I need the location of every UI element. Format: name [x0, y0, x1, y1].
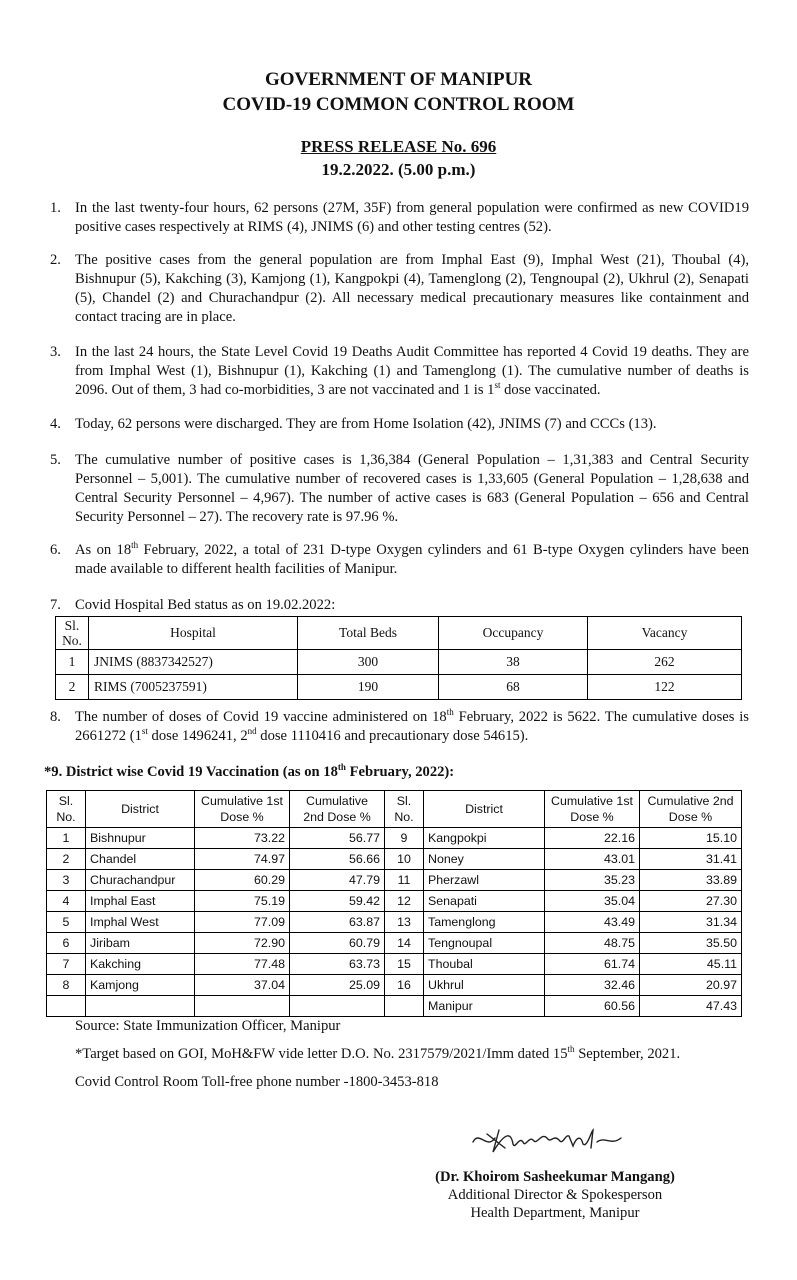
table-row: [47, 996, 742, 1017]
point-number: 1.: [50, 200, 61, 216]
cell: 190: [298, 675, 439, 700]
cell: 56.66: [290, 849, 385, 870]
cell: 32.46: [545, 975, 640, 996]
cell: Kamjong: [86, 975, 195, 996]
cell: 47.79: [290, 870, 385, 891]
point-3: [46, 343, 749, 400]
cell: 35.50: [640, 933, 742, 954]
cell: 61.74: [545, 954, 640, 975]
col-sl-no: Sl. No.: [385, 791, 424, 828]
col-district: District: [86, 791, 195, 828]
cell: 68: [439, 675, 588, 700]
cell: 35.04: [545, 891, 640, 912]
cell: Noney: [424, 849, 545, 870]
col-hospital: Hospital: [89, 617, 298, 650]
cell: JNIMS (8837342527): [89, 650, 298, 675]
col-occupancy: Occupancy: [439, 617, 588, 650]
cell: Pherzawl: [424, 870, 545, 891]
point-text: Today, 62 persons were discharged. They are from Home Isolation (42), JNIMS (7) and CCCs (13).: [75, 416, 657, 432]
cell: Tamenglong: [424, 912, 545, 933]
cell: 63.73: [290, 954, 385, 975]
table-row: [47, 912, 742, 933]
cell: 43.49: [545, 912, 640, 933]
cell: RIMS (7005237591): [89, 675, 298, 700]
cell: 10: [385, 849, 424, 870]
cell: 1: [47, 828, 86, 849]
tollfree-note: Covid Control Room Toll-free phone number -1800-3453-818: [75, 1074, 439, 1090]
cell: 74.97: [195, 849, 290, 870]
point-text: In the last twenty-four hours, 62 persons (27M, 35F) from general population were confirmed as new COVID19 positive cases respectively at RIMS (4), JNIMS (6) and other testing centres (52).: [75, 200, 749, 235]
cell: 12: [385, 891, 424, 912]
table-row: [47, 975, 742, 996]
cell: 15: [385, 954, 424, 975]
table-row: [47, 870, 742, 891]
point-4: [46, 415, 749, 434]
cell: 6: [47, 933, 86, 954]
cell: 25.09: [290, 975, 385, 996]
cell: 45.11: [640, 954, 742, 975]
cell: 3: [47, 870, 86, 891]
cell: 300: [298, 650, 439, 675]
target-note: *Target based on GOI, MoH&FW vide letter D.O. No. 2317579/2021/Imm dated 15th September, 2021.: [75, 1044, 681, 1062]
cell: 20.97: [640, 975, 742, 996]
point-text: In the last 24 hours, the State Level Covid 19 Deaths Audit Committee has reported 4 Covid 19 deaths. They are from Imphal West (1), Bishnupur (1), Kakching (1) and Tamenglong (1). The cumulative number of deaths is 2096. Out of them, 3 had co-morbidities, 3 are not vaccinated and 1 is 1st dose vaccinated.: [75, 344, 749, 398]
col-first-dose: Cumulative 1st Dose %: [545, 791, 640, 828]
point-text: Covid Hospital Bed status as on 19.02.2022:: [75, 597, 336, 613]
signature-image: [465, 1122, 635, 1160]
cell: 60.56: [545, 996, 640, 1017]
cell: 31.34: [640, 912, 742, 933]
cell: 48.75: [545, 933, 640, 954]
cell: Tengnoupal: [424, 933, 545, 954]
cell: [86, 996, 195, 1017]
signatory-dept: Health Department, Manipur: [470, 1205, 640, 1221]
cell: 77.09: [195, 912, 290, 933]
cell: Imphal West: [86, 912, 195, 933]
cell: Thoubal: [424, 954, 545, 975]
cell: 2: [56, 675, 89, 700]
cell: 262: [588, 650, 742, 675]
vaccination-heading: *9. District wise Covid 19 Vaccination (as on 18th February, 2022):: [44, 762, 455, 780]
cell: 33.89: [640, 870, 742, 891]
col-second-dose: Cumulative 2nd Dose %: [290, 791, 385, 828]
cell: 16: [385, 975, 424, 996]
dept-title: COVID-19 COMMON CONTROL ROOM: [222, 94, 575, 115]
point-number: 6.: [50, 542, 61, 558]
point-number: 5.: [50, 452, 61, 468]
cell: 8: [47, 975, 86, 996]
table-row: [47, 954, 742, 975]
cell: 35.23: [545, 870, 640, 891]
point-1: [46, 199, 749, 237]
signatory-name: (Dr. Khoirom Sasheekumar Mangang): [435, 1169, 675, 1185]
point-text: The cumulative number of positive cases is 1,36,384 (General Population – 1,31,383 and Central Security Personnel – 5,001). The cumulative number of recovered cases is 1,33,605 (General Population – 1,28,638 and Central Security Personnel – 4,967). The number of active cases is 683 (General Population – 656 and Central Security Personnel – 27). The recovery rate is 97.96 %.: [75, 452, 749, 525]
cell: 60.29: [195, 870, 290, 891]
point-8: [46, 708, 749, 746]
table-row: [47, 933, 742, 954]
col-second-dose: Cumulative 2nd Dose %: [640, 791, 742, 828]
cell: 59.42: [290, 891, 385, 912]
cell: Imphal East: [86, 891, 195, 912]
press-release-number: PRESS RELEASE No. 696: [300, 137, 497, 156]
cell: Kangpokpi: [424, 828, 545, 849]
cell: 60.79: [290, 933, 385, 954]
table-row: [47, 891, 742, 912]
cell: 27.30: [640, 891, 742, 912]
cell: 72.90: [195, 933, 290, 954]
cell: [385, 996, 424, 1017]
cell: Churachandpur: [86, 870, 195, 891]
cell: [290, 996, 385, 1017]
table-row: [56, 650, 742, 675]
cell: Chandel: [86, 849, 195, 870]
cell: 73.22: [195, 828, 290, 849]
col-first-dose: Cumulative 1st Dose %: [195, 791, 290, 828]
cell: Kakching: [86, 954, 195, 975]
cell: Senapati: [424, 891, 545, 912]
cell: 5: [47, 912, 86, 933]
cell: 43.01: [545, 849, 640, 870]
cell: 14: [385, 933, 424, 954]
cell: Bishnupur: [86, 828, 195, 849]
point-6: [46, 541, 749, 579]
cell: 31.41: [640, 849, 742, 870]
point-text: As on 18th February, 2022, a total of 231 D-type Oxygen cylinders and 61 B-type Oxygen cylinders have been made available to different health facilities of Manipur.: [75, 540, 750, 577]
cell: [195, 996, 290, 1017]
cell: 47.43: [640, 996, 742, 1017]
cell: Ukhrul: [424, 975, 545, 996]
signatory-title: Additional Director & Spokesperson: [447, 1187, 663, 1203]
col-sl-no: Sl. No.: [47, 791, 86, 828]
cell: 22.16: [545, 828, 640, 849]
cell: [47, 996, 86, 1017]
cell: 11: [385, 870, 424, 891]
cell: 63.87: [290, 912, 385, 933]
bed-status-table: [55, 616, 742, 700]
cell: 77.48: [195, 954, 290, 975]
vaccination-table: [46, 790, 742, 1017]
table-row: [56, 675, 742, 700]
point-text: The number of doses of Covid 19 vaccine administered on 18th February, 2022 is 5622. The cumulative doses is 2661272 (1st dose 1496241, 2nd dose 1110416 and precautionary dose 54615).: [75, 707, 749, 744]
point-7: [46, 596, 749, 615]
point-number: 8.: [50, 709, 61, 725]
table-header-row: [56, 617, 742, 650]
cell: 37.04: [195, 975, 290, 996]
org-title: GOVERNMENT OF MANIPUR: [264, 69, 533, 90]
col-total-beds: Total Beds: [298, 617, 439, 650]
cell: 122: [588, 675, 742, 700]
cell: 13: [385, 912, 424, 933]
cell: Manipur: [424, 996, 545, 1017]
cell: 2: [47, 849, 86, 870]
table-row: [47, 849, 742, 870]
cell: 9: [385, 828, 424, 849]
cell: 38: [439, 650, 588, 675]
cell: 4: [47, 891, 86, 912]
point-number: 2.: [50, 252, 61, 268]
source-note: Source: State Immunization Officer, Manipur: [75, 1018, 341, 1034]
cell: 15.10: [640, 828, 742, 849]
point-5: [46, 451, 749, 527]
point-2: [46, 251, 749, 327]
col-district: District: [424, 791, 545, 828]
release-datetime: 19.2.2022. (5.00 p.m.): [321, 160, 476, 179]
col-vacancy: Vacancy: [588, 617, 742, 650]
table-header-row: [47, 791, 742, 828]
cell: 56.77: [290, 828, 385, 849]
cell: 75.19: [195, 891, 290, 912]
col-sl-no: Sl. No.: [56, 617, 89, 650]
point-text: The positive cases from the general population are from Imphal East (9), Imphal West (21), Thoubal (4), Bishnupur (5), Kakching (3), Kamjong (1), Kangpokpi (4), Tamenglong (2), Tengnoupal (2), Ukhrul (2), Senapati (5), Chandel (2) and Churachandpur (2). All necessary medical precautionary measures like containment and contact tracing are in place.: [75, 252, 749, 325]
point-number: 7.: [50, 597, 61, 613]
point-number: 4.: [50, 416, 61, 432]
point-number: 3.: [50, 344, 61, 360]
cell: 1: [56, 650, 89, 675]
cell: Jiribam: [86, 933, 195, 954]
table-row: [47, 828, 742, 849]
cell: 7: [47, 954, 86, 975]
